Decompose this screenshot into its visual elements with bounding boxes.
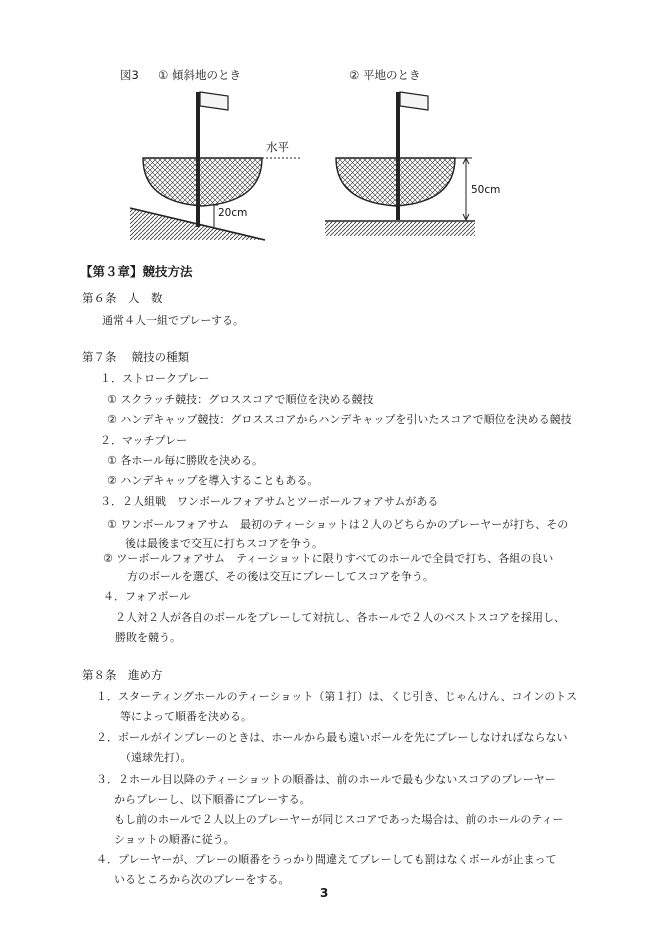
article-8-item-3: ３．２ホール目以降のティーショットの順番は、前のホールで最も少ないスコアのプレーヤー: [96, 773, 556, 786]
left-measure-label: 20cm: [218, 207, 248, 219]
article-7-section-4-body: ２人対２人が各自のボールをプレーして対抗し、各ホールで２人のベストスコアを採用し、: [115, 611, 566, 624]
article-7-title: 第７条 競技の種類: [82, 350, 190, 364]
article-7-item-1-2: ② ハンデキャップ競技：グロススコアからハンデキャップを引いたスコアで順位を決める競技: [107, 413, 572, 426]
chapter-title: 【第３章】競技方法: [80, 264, 193, 279]
page-number: 3: [320, 886, 329, 900]
goal-diagram: [110, 80, 510, 250]
article-6-body: 通常４人一組でプレーする。: [102, 314, 245, 327]
right-measure-label: 50cm: [471, 184, 501, 196]
article-8-item-2-cont: （遠球先打）。: [120, 751, 192, 764]
article-7-item-2-1: ① 各ホール毎に勝敗を決める。: [107, 454, 264, 467]
article-8-item-1: １．スターティングホールのティーショット（第１打）は、くじ引き、じゃんけん、コインのトス: [96, 690, 578, 703]
article-7-item-3-2: ② ツーボールフォアサム ティーショットに限りすべてのホールで全員で打ち、各組の良い: [103, 552, 554, 565]
article-8-item-4-cont: いるところから次のプレーをする。: [114, 873, 290, 886]
horizontal-label: 水平: [266, 140, 289, 154]
article-8-item-4: ４．プレーヤーが、プレーの順番をうっかり間違えてプレーしても罰はなくボールが止まって: [96, 853, 557, 866]
article-8-item-2: ２．ボールがインプレーのときは、ホールから最も遠いボールを先にプレーしなければならない: [96, 731, 568, 744]
article-7-section-4-body-cont: 勝敗を競う。: [115, 631, 181, 644]
article-7-section-1: １．ストロークプレー: [100, 372, 210, 385]
right-net-basket: [336, 158, 455, 206]
article-8-title: 第８条 進め方: [82, 668, 163, 682]
flat-ground: [325, 222, 475, 236]
right-flag-icon: [400, 92, 428, 110]
article-6-title: 第６条 人 数: [82, 291, 163, 305]
figure-left-caption: ① 傾斜地のとき: [158, 68, 241, 82]
article-8-item-1-cont: 等によって順番を決める。: [120, 710, 252, 723]
slope-goal: [130, 92, 300, 240]
article-7-item-1-1: ① スクラッチ競技：グロススコアで順位を決める競技: [107, 393, 374, 406]
article-8-item-3-cont: からプレーし、以下順番にプレーする。: [114, 793, 311, 806]
article-7-item-3-2-cont: 方のボールを選び、その後は交互にプレーしてスコアを争う。: [127, 570, 434, 583]
article-8-item-3-note: もし前のホールで２人以上のプレーヤーが同じスコアであった場合は、前のホールのティー: [114, 813, 564, 826]
article-7-section-2: ２．マッチプレー: [100, 434, 188, 447]
article-7-section-3: ３．２人組戦 ワンボールフォアサムとツーボールフォアサムがある: [100, 495, 439, 508]
left-flag-icon: [200, 92, 228, 110]
article-7-item-3-1-cont: 後は最後まで交互に打ちスコアを争う。: [125, 537, 323, 550]
article-7-section-4: ４．フォアボール: [103, 590, 191, 603]
figure-right-caption: ② 平地のとき: [349, 68, 421, 82]
article-8-item-3-note-cont: ショットの順番に従う。: [114, 833, 235, 846]
figure-label: 図3: [120, 68, 139, 82]
left-net-basket: [143, 158, 262, 206]
flat-goal: [325, 92, 500, 236]
article-7-item-2-2: ② ハンデキャップを導入することもある。: [107, 474, 319, 487]
article-7-item-3-1: ① ワンボールフォアサム 最初のティーショットは２人のどちらかのプレーヤーが打ち、その: [107, 518, 569, 531]
